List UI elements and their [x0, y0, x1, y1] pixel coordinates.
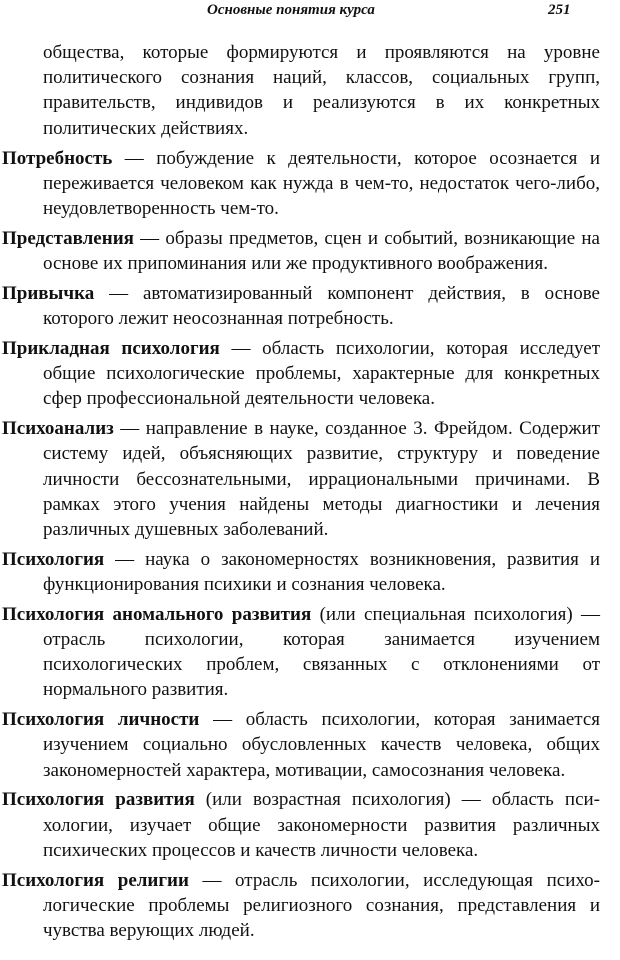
entry-term: Психология [2, 548, 105, 570]
glossary-content [2, 40, 600, 948]
entry-definition: — побуждение к деятельности, которое осознается и переживается человеком как нужда в чем-то, недостаток чего-либо, неудовлетворенность чем-то. [43, 147, 600, 220]
glossary-entry-habit [2, 281, 600, 331]
entry-term: Психология личности [2, 709, 200, 731]
glossary-entry-psychology [2, 547, 600, 597]
entry-term: Привычка [2, 283, 95, 305]
glossary-entry-need [2, 146, 600, 222]
running-title: Основные понятия курса [207, 2, 375, 18]
entry-term: Представления [2, 228, 134, 250]
glossary-entry-representations [2, 226, 600, 276]
entry-definition: — направление в науке, созданное 3. Фрейдом. Содержит систему идей, объясняющих развитие, структуру и поведение личности бессознательными, иррациональными причинами. В рамках этого учения найдены методы диагностики и лечения различных душевных заболеваний. [43, 418, 600, 541]
entry-term: Психология аномального развития [2, 603, 312, 625]
page-number: 251 [548, 2, 571, 18]
entry-term: Психология религии [2, 869, 189, 891]
glossary-entry-psychoanalysis [2, 416, 600, 542]
page-header [0, 0, 620, 24]
entry-definition: — область психологии, которая занимается изучением социально обусловленных качеств человека, общих закономерностей характера, мотивации, самосознания человека. [43, 709, 600, 781]
entry-definition: — отрасль психологии, исследующая психологические проблемы религиозного сознания, представления и чувства верующих людей. [43, 869, 600, 942]
entry-definition: — область психологии, которая исследует общие психологические проблемы, характерные для конкретных сфер профессиональной деятельности человека. [43, 338, 600, 410]
glossary-entry-abnormal-development [2, 602, 600, 703]
glossary-entry-personality-psychology [2, 707, 600, 783]
glossary-entry-developmental-psychology [2, 787, 600, 863]
continuation-paragraph: общества, которые формируются и проявляются на уровне политического сознания наций, классов, социальных групп, правительств, индивидов и реализуются в их конкретных политических действиях. [43, 42, 600, 139]
glossary-entry-applied-psychology [2, 336, 600, 412]
entry-definition: (или специальная психология) — отрасль психологии, которая занимается изучением психологических проблем, связанных с отклонениями от нормального развития. [43, 603, 601, 701]
entry-term: Психология развития [2, 789, 195, 811]
entry-definition: (или возрастная психология) — область психологии, изучает общие закономерности развития различных психических процессов и качеств личности человека. [43, 789, 600, 861]
entry-term: Прикладная психология [2, 338, 220, 360]
entry-term: Психоанализ [2, 418, 114, 440]
entry-definition: — автоматизированный компонент действия, в основе которого лежит неосознанная потребность. [43, 283, 600, 330]
entry-definition: — образы предметов, сцен и событий, возникающие на основе их припоминания или же продуктивного воображения. [43, 228, 600, 275]
entry-term: Потребность [2, 147, 113, 169]
glossary-entry-psychology-of-religion [2, 868, 600, 944]
entry-definition: — наука о закономерностях возникновения, развития и функционирования психики и сознания человека. [43, 548, 600, 596]
